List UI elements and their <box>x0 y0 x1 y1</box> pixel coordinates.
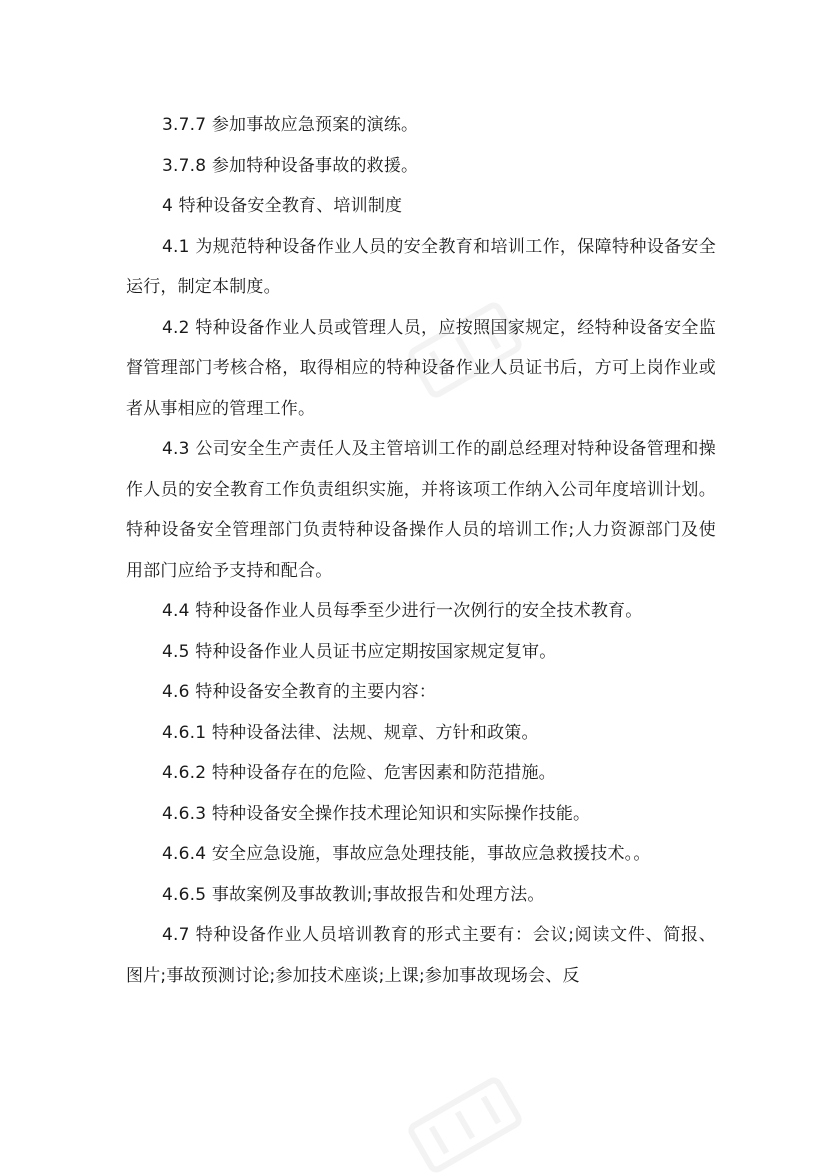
paragraph: 4.5 特种设备作业人员证书应定期按国家规定复审。 <box>162 641 557 662</box>
document-body <box>126 105 716 996</box>
watermark-logo <box>395 1075 535 1175</box>
paragraph: 4.6 特种设备安全教育的主要内容： <box>162 682 437 702</box>
paragraph: 4.3 公司安全生产责任人及主管培训工作的副总经理对特种设备管理和操作人员的安全教育工作负责组织实施，并将该项工作纳入公司年度培训计划。特种设备安全管理部门负责特种设备操作人员的培训工作;人力资源部门及使用部门应给予支持和配合。 <box>126 439 716 581</box>
paragraph: 3.7.7 参加事故应急预案的演练。 <box>162 115 419 135</box>
paragraph: 4.4 特种设备作业人员每季至少进行一次例行的安全技术教育。 <box>162 601 643 621</box>
paragraph: 4.6.1 特种设备法律、法规、规章、方针和政策。 <box>162 722 539 743</box>
paragraph: 4.6.2 特种设备存在的危险、危害因素和防范措施。 <box>162 763 556 783</box>
paragraph: 4.6.5 事故案例及事故教训;事故报告和处理方法。 <box>162 884 545 905</box>
paragraph: 3.7.8 参加特种设备事故的救援。 <box>162 155 419 176</box>
paragraph: 4.1 为规范特种设备作业人员的安全教育和培训工作，保障特种设备安全运行，制定本制度。 <box>126 236 716 297</box>
paragraph: 4.2 特种设备作业人员或管理人员，应按照国家规定，经特种设备安全监督管理部门考核合格，取得相应的特种设备作业人员证书后，方可上岗作业或者从事相应的管理工作。 <box>126 317 716 419</box>
section-heading: 4 特种设备安全教育、培训制度 <box>162 196 403 216</box>
paragraph: 4.6.3 特种设备安全操作技术理论知识和实际操作技能。 <box>162 803 591 824</box>
paragraph: 4.7 特种设备作业人员培训教育的形式主要有：会议;阅读文件、简报、图片;事故预测讨论;参加技术座谈;上课;参加事故现场会、反 <box>126 925 716 986</box>
paragraph: 4.6.4 安全应急设施，事故应急处理技能，事故应急救援技术。。 <box>162 844 651 864</box>
